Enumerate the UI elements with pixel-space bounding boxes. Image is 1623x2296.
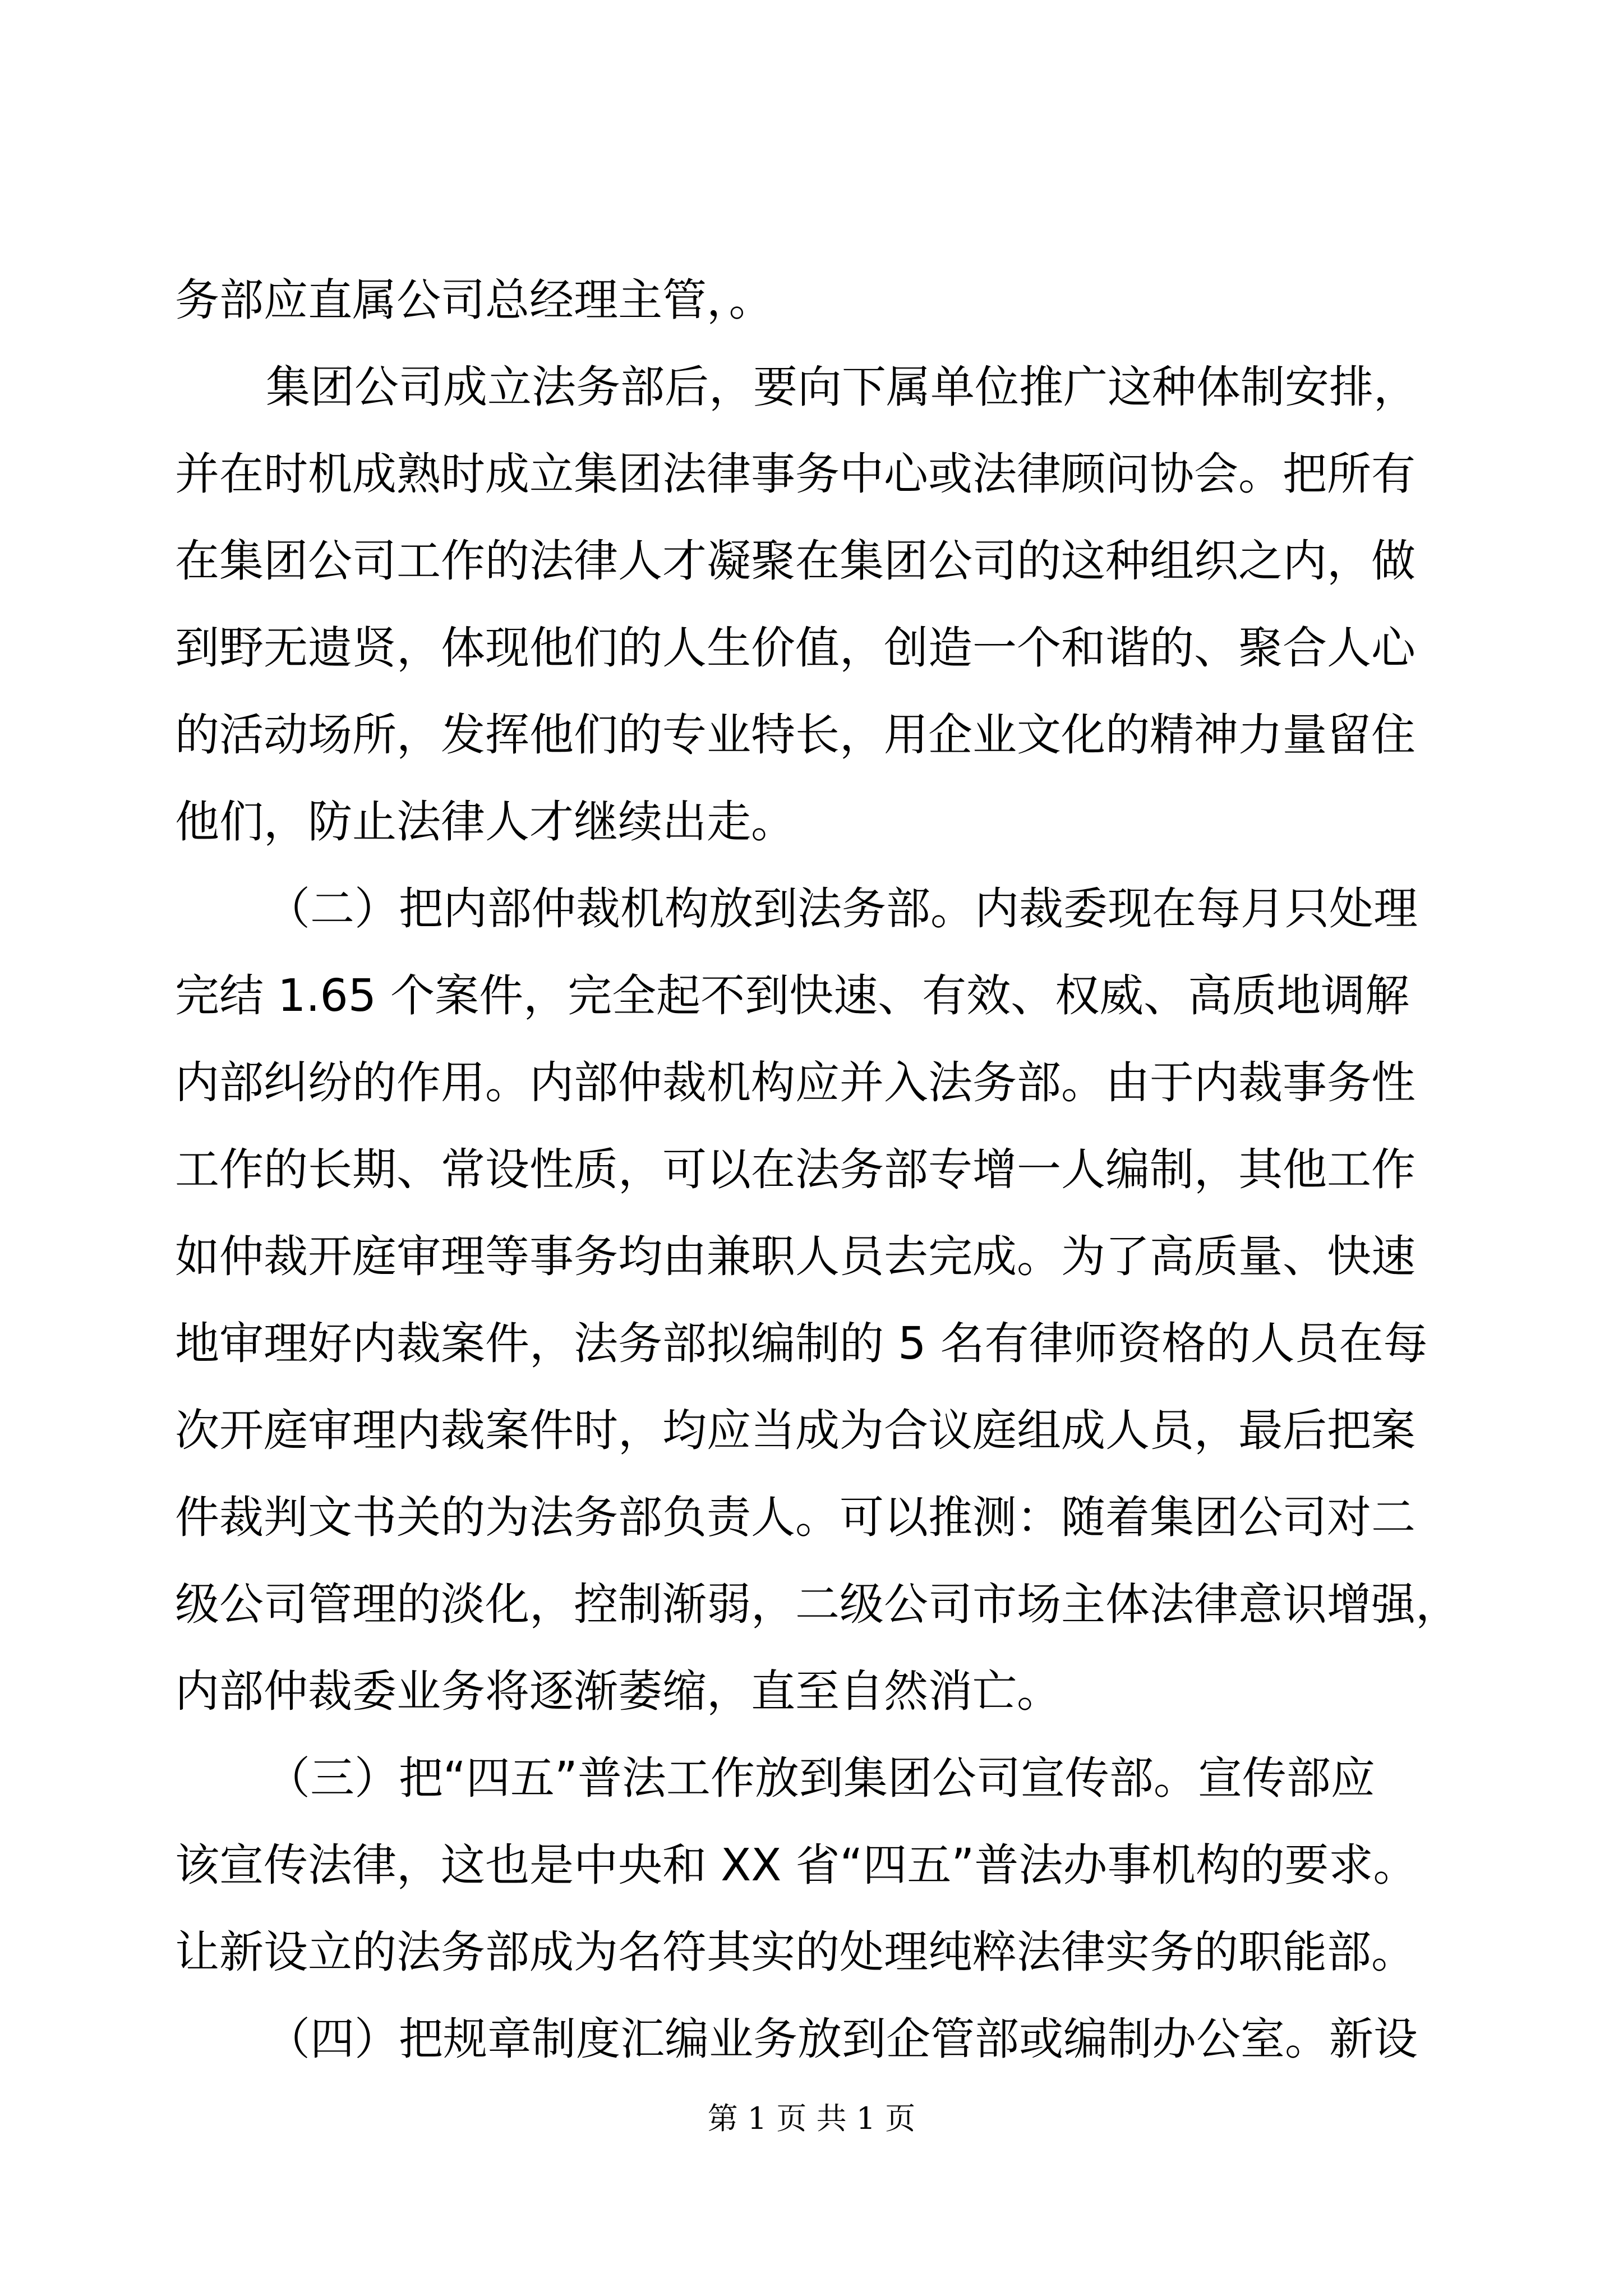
text-line: （四）把规章制度汇编业务放到企管部或编制办公室。新设 [266, 2013, 1418, 2065]
text-line: 工作的长期、常设性质，可以在法务部专增一人编制，其他工作 [175, 1144, 1415, 1195]
text-line: 并在时机成熟时成立集团法律事务中心或法律顾问协会。把所有 [175, 448, 1415, 500]
text-line: 到野无遗贤，体现他们的人生价值，创造一个和谐的、聚合人心 [175, 622, 1415, 674]
text-line: 次开庭审理内裁案件时，均应当成为合议庭组成人员，最后把案 [175, 1405, 1415, 1456]
text-line: （二）把内部仲裁机构放到法务部。内裁委现在每月只处理 [266, 883, 1418, 935]
text-line: （三）把“四五”普法工作放到集团公司宣传部。宣传部应 [266, 1752, 1375, 1804]
text-line: 集团公司成立法务部后，要向下属单位推广这种体制安排， [266, 361, 1418, 413]
text-line: 让新设立的法务部成为名符其实的处理纯粹法律实务的职能部。 [175, 1926, 1415, 1978]
text-line: 如仲裁开庭审理等事务均由兼职人员去完成。为了高质量、快速 [175, 1231, 1415, 1282]
text-line: 该宣传法律，这也是中央和 XX 省“四五”普法办事机构的要求。 [175, 1839, 1418, 1891]
text-line: 件裁判文书关的为法务部负责人。可以推测：随着集团公司对二 [175, 1492, 1415, 1543]
text-line: 级公司管理的淡化，控制渐弱，二级公司市场主体法律意识增强， [175, 1579, 1460, 1630]
page-footer: 第 1 页 共 1 页 [707, 2101, 916, 2136]
text-line: 他们，防止法律人才继续出走。 [175, 796, 795, 848]
text-line: 内部纠纷的作用。内部仲裁机构应并入法务部。由于内裁事务性 [175, 1057, 1415, 1108]
text-line: 务部应直属公司总经理主管，。 [175, 274, 773, 326]
text-line: 地审理好内裁案件，法务部拟编制的 5 名有律师资格的人员在每 [175, 1318, 1428, 1369]
text-line: 完结 1.65 个案件，完全起不到快速、有效、权威、高质地调解 [175, 970, 1410, 1022]
text-line: 内部仲裁委业务将逐渐萎缩，直至自然消亡。 [175, 1665, 1061, 1717]
text-line: 的活动场所，发挥他们的专业特长，用企业文化的精神力量留住 [175, 709, 1415, 761]
text-line: 在集团公司工作的法律人才凝聚在集团公司的这种组织之内，做 [175, 535, 1415, 587]
